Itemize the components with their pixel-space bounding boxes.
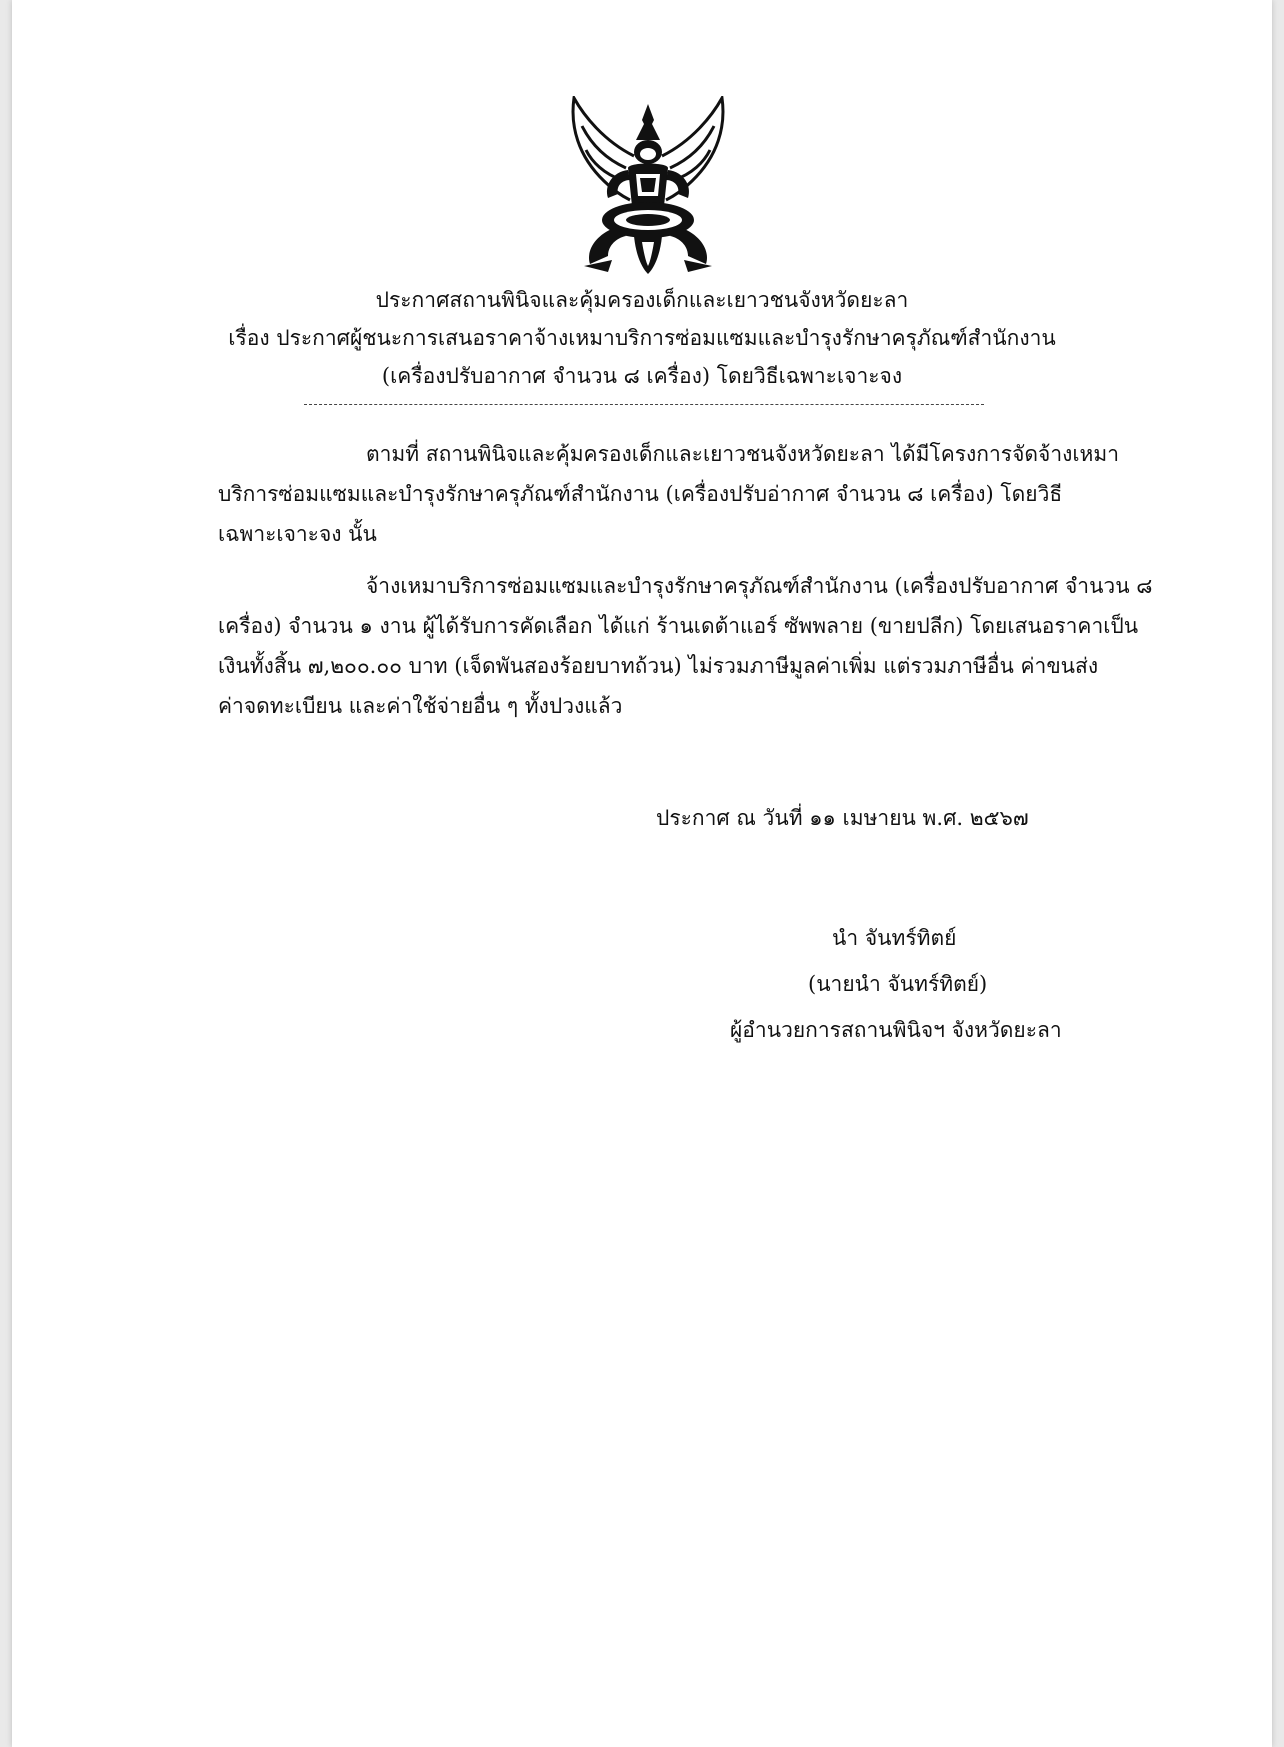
paragraph-2-line-1: จ้างเหมาบริการซ่อมแซมและบำรุงรักษาครุภัณฑ์สำนักงาน (เครื่องปรับอากาศ จำนวน ๘ <box>366 574 1153 598</box>
paragraph-2-line-3: เงินทั้งสิ้น ๗,๒๐๐.๐๐ บาท (เจ็ดพันสองร้อยบาทถ้วน) ไม่รวมภาษีมูลค่าเพิ่ม แต่รวมภาษีอื่น ค่าขนส่ง <box>218 654 1099 678</box>
announce-date: ประกาศ ณ วันที่ ๑๑ เมษายน พ.ศ. ๒๕๖๗ <box>656 806 1029 830</box>
announcement-subject: เรื่อง ประกาศผู้ชนะการเสนอราคาจ้างเหมาบริการซ่อมแซมและบำรุงรักษาครุภัณฑ์สำนักงาน <box>228 326 1056 350</box>
dashed-divider <box>304 404 984 405</box>
announcement-subject-cont: (เครื่องปรับอากาศ จำนวน ๘ เครื่อง) โดยวิธีเฉพาะเจาะจง <box>381 364 903 388</box>
announcement-title: ประกาศสถานพินิจและคุ้มครองเด็กและเยาวชนจังหวัดยะลา <box>375 288 909 312</box>
signature-name: นำ จันทร์ทิตย์ <box>832 926 957 950</box>
signatory-position: ผู้อำนวยการสถานพินิจฯ จังหวัดยะลา <box>730 1018 1062 1042</box>
paragraph-2-line-2: เครื่อง) จำนวน ๑ งาน ผู้ได้รับการคัดเลือก ได้แก่ ร้านเดต้าแอร์ ซัพพลาย (ขายปลีก) โดยเสนอราคาเป็น <box>218 614 1139 638</box>
document-page <box>12 0 1272 1747</box>
paragraph-1-line-2: บริการซ่อมแซมและบำรุงรักษาครุภัณฑ์สำนักงาน (เครื่องปรับอ่ากาศ จำนวน ๘ เครื่อง) โดยวิธี <box>218 482 1063 506</box>
paragraph-1-line-3: เฉพาะเจาะจง นั้น <box>218 522 377 546</box>
paragraph-2-line-4: ค่าจดทะเบียน และค่าใช้จ่ายอื่น ๆ ทั้งปวงแล้ว <box>218 694 623 718</box>
garuda-emblem-icon <box>564 96 732 276</box>
paragraph-1 <box>218 434 1168 554</box>
paragraph-2 <box>218 566 1168 726</box>
signatory-full-name: (นายนำ จันทร์ทิตย์) <box>808 972 988 996</box>
paragraph-1-line-1: ตามที่ สถานพินิจและคุ้มครองเด็กและเยาวชนจังหวัดยะลา ได้มีโครงการจัดจ้างเหมา <box>366 442 1120 466</box>
